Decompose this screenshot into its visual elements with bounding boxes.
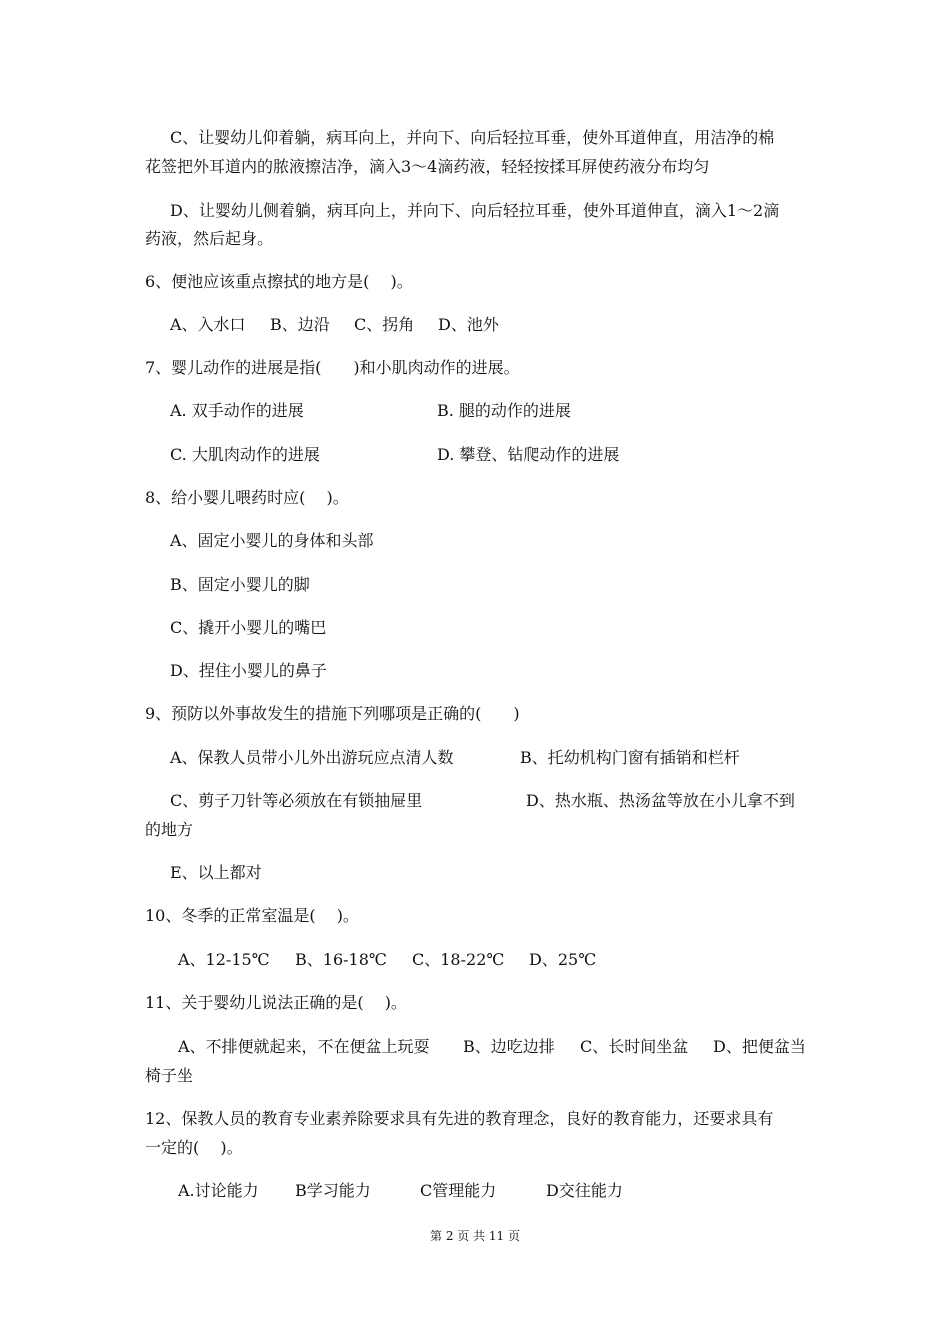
q10-option-b: B、16-18℃ [295,950,387,969]
question-10: 10、冬季的正常室温是( )。 [145,906,359,925]
q8-option-b: B、固定小婴儿的脚 [170,575,310,594]
q6-option-c: C、拐角 [354,315,415,334]
q11-option-a: A、不排便就起来，不在便盆上玩耍 [178,1037,430,1056]
q9-option-c: C、剪子刀针等必须放在有锁抽屉里 [170,791,423,810]
q7-option-d: D. 攀登、钻爬动作的进展 [437,445,620,464]
question-6: 6、便池应该重点擦拭的地方是( )。 [145,272,413,291]
q8-option-a: A、固定小婴儿的身体和头部 [170,531,374,550]
q9-option-a: A、保教人员带小儿外出游玩应点清人数 [170,748,454,767]
q9-option-e: E、以上都对 [170,863,262,882]
q5-option-c-line2: 花签把外耳道内的脓液擦洁净，滴入3～4滴药液，轻轻按揉耳屏使药液分布均匀 [145,157,710,176]
question-8: 8、给小婴儿喂药时应( )。 [145,488,349,507]
q11-option-c: C、长时间坐盆 [580,1037,689,1056]
q6-option-d: D、池外 [438,315,499,334]
question-9: 9、预防以外事故发生的措施下列哪项是正确的( ) [145,704,520,723]
q7-option-a: A. 双手动作的进展 [170,401,304,420]
question-7: 7、婴儿动作的进展是指( )和小肌肉动作的进展。 [145,358,520,377]
q10-option-d: D、25℃ [529,950,597,969]
q11-option-d-line2: 椅子坐 [145,1066,194,1085]
q11-option-d-line1: D、把便盆当 [713,1037,806,1056]
q12-option-a: A.讨论能力 [178,1181,259,1200]
q12-option-c: C管理能力 [420,1181,497,1200]
q12-option-d: D交往能力 [546,1181,623,1200]
q7-option-c: C. 大肌肉动作的进展 [170,445,320,464]
q8-option-c: C、撬开小婴儿的嘴巴 [170,618,327,637]
q9-option-d-line2: 的地方 [145,820,194,839]
question-11: 11、关于婴幼儿说法正确的是( )。 [145,993,407,1012]
q12-option-b: B学习能力 [295,1181,371,1200]
q10-option-c: C、18-22℃ [412,950,505,969]
q9-option-b: B、托幼机构门窗有插销和栏杆 [520,748,740,767]
q5-option-d-line2: 药液，然后起身。 [145,229,274,248]
q10-option-a: A、12-15℃ [178,950,270,969]
q5-option-c-line1: C、让婴幼儿仰着躺，病耳向上，并向下、向后轻拉耳垂，使外耳道伸直，用洁净的棉 [170,128,775,147]
q9-option-d-line1: D、热水瓶、热汤盆等放在小儿拿不到 [526,791,795,810]
question-12-line1: 12、保教人员的教育专业素养除要求具有先进的教育理念，良好的教育能力，还要求具有 [145,1109,774,1128]
question-12-line2: 一定的( )。 [145,1138,243,1157]
q6-option-b: B、边沿 [270,315,330,334]
q7-option-b: B. 腿的动作的进展 [437,401,571,420]
q8-option-d: D、捏住小婴儿的鼻子 [170,661,327,680]
q11-option-b: B、边吃边排 [463,1037,555,1056]
q6-option-a: A、入水口 [170,315,246,334]
page-number: 第 2 页 共 11 页 [430,1229,520,1243]
q5-option-d-line1: D、让婴幼儿侧着躺，病耳向上，并向下、向后轻拉耳垂，使外耳道伸直，滴入1～2滴 [170,201,780,220]
